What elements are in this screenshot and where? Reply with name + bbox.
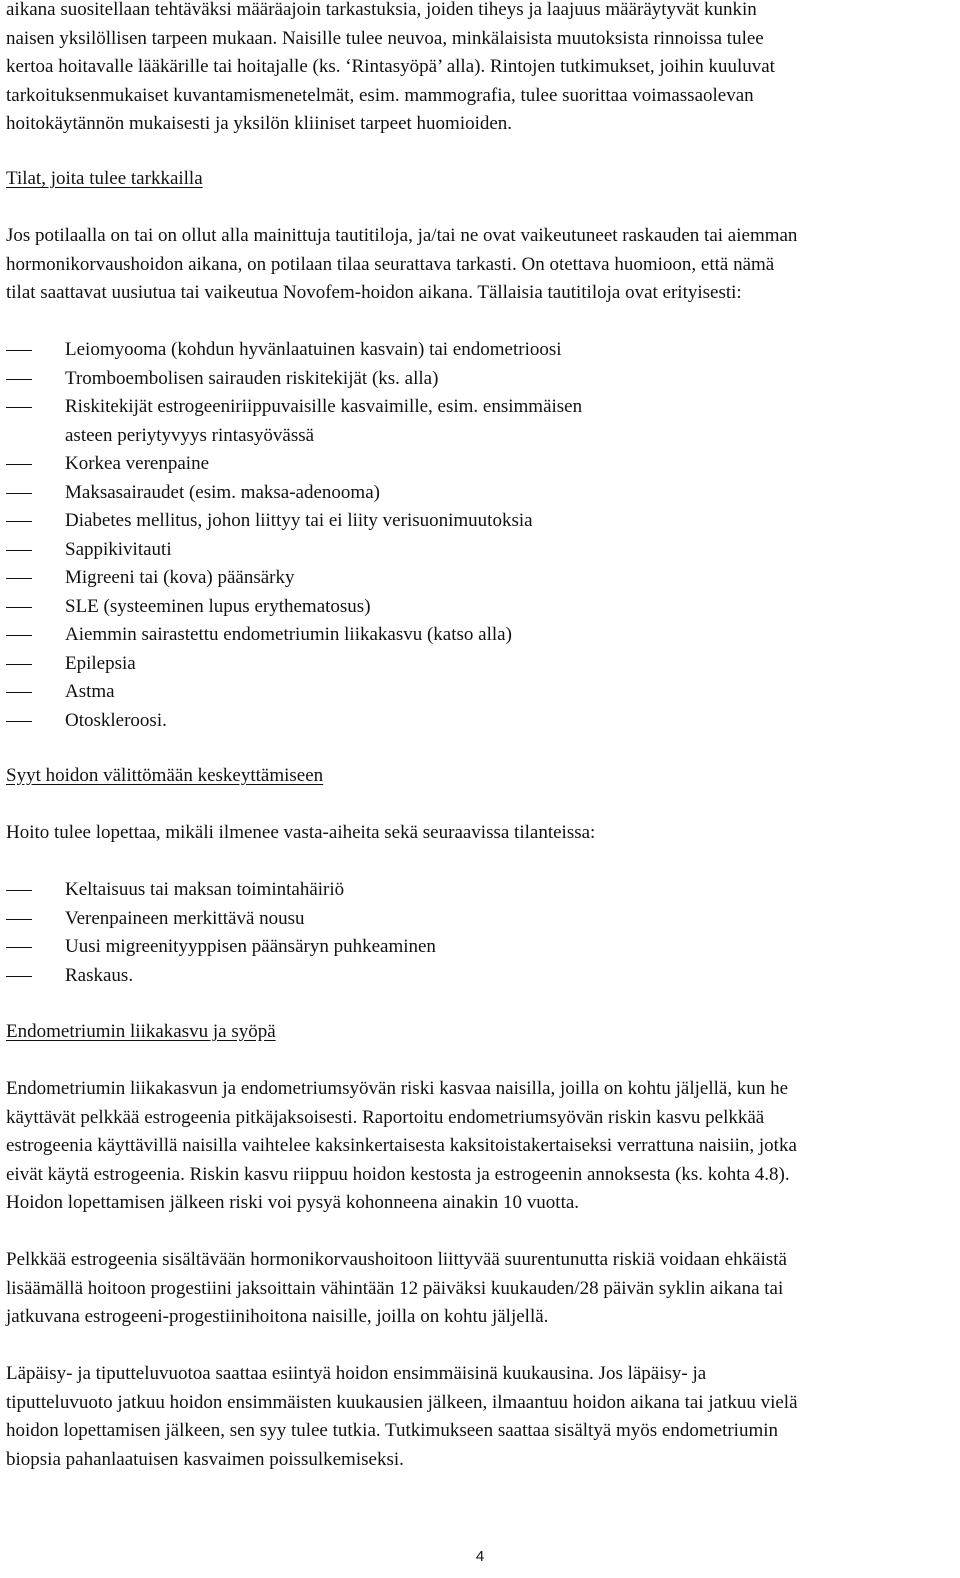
text-line: estrogeenia käyttävillä naisilla vaihtelee kaksinkertaisesta kaksitoistakertaiseksi verrattuna naisiin, jotka: [6, 1135, 797, 1156]
dash-bullet-icon: [6, 919, 32, 920]
list-item: Uusi migreenityyppisen päänsäryn puhkeaminen: [6, 933, 954, 962]
section-heading-conditions: [6, 165, 954, 194]
text-line: eivät käytä estrogeenia. Riskin kasvu riippuu hoidon kestosta ja estrogeenin annoksesta (ks. kohta 4.8).: [6, 1163, 790, 1185]
list-item: Diabetes mellitus, johon liittyy tai ei liity verisuonimuutoksia: [6, 507, 954, 536]
text-line: Hoito tulee lopettaa, mikäli ilmenee vasta-aiheita sekä seuraavissa tilanteissa:: [6, 822, 596, 843]
text-line: Hoidon lopettamisen jälkeen riski voi pysyä kohonneena ainakin 10 vuotta.: [6, 1192, 580, 1213]
dash-bullet-icon: [6, 976, 32, 977]
dash-bullet-icon: [6, 635, 32, 636]
list-item: Korkea verenpaine: [6, 450, 954, 479]
list-item: Maksasairaudet (esim. maksa-adenooma): [6, 479, 954, 508]
list-item: Tromboembolisen sairauden riskitekijät (ks. alla): [6, 365, 954, 394]
list-item: Migreeni tai (kova) päänsärky: [6, 564, 954, 593]
dash-bullet-icon: [6, 379, 32, 380]
page-number: 4: [475, 1548, 485, 1565]
list-item: Astma: [6, 678, 954, 707]
text-line: Jos potilaalla on tai on ollut alla mainittuja tautitiloja, ja/tai ne ovat vaikeutuneet raskauden tai aiemman: [6, 225, 798, 246]
text-line: tarkoituksenmukaiset kuvantamismenetelmät, esim. mammografia, tulee suorittaa voimassaolevan: [6, 84, 754, 106]
stop-paragraph: [6, 819, 954, 848]
dash-bullet-icon: [6, 493, 32, 494]
text-line: Endometriumin liikakasvun ja endometriumsyövän riski kasvaa naisilla, joilla on kohtu jäljellä, kun he: [6, 1078, 789, 1099]
text-line: hoidon lopettamisen jälkeen, sen syy tulee tutkia. Tutkimukseen saattaa sisältyä myös endometriumin: [6, 1420, 779, 1441]
list-item: Aiemmin sairastettu endometriumin liikakasvu (katso alla): [6, 621, 954, 650]
text-line: kertoa hoitavalle lääkärille tai hoitajalle (ks. ‘Rintasyöpä’ alla). Rintojen tutkimukset, joihin kuuluvat: [6, 56, 775, 77]
section-heading: Syyt hoidon välittömään keskeyttämiseen: [6, 765, 324, 786]
text-line: tiputteluvuoto jatkuu hoidon ensimmäisten kuukausien jälkeen, ilmaantuu hoidon aikana tai jatkuu vielä: [6, 1391, 798, 1413]
endometrium-paragraph-3: [6, 1360, 954, 1474]
list-item: Otoskleroosi.: [6, 707, 954, 736]
dash-bullet-icon: [6, 692, 32, 693]
dash-bullet-icon: [6, 947, 32, 948]
text-line: Läpäisy- ja tiputteluvuotoa saattaa esiintyä hoidon ensimmäisinä kuukausina. Jos läpäisy- ja: [6, 1363, 707, 1384]
endometrium-paragraph-1: [6, 1075, 954, 1218]
list-item: Riskitekijät estrogeeniriippuvaisille kasvaimille, esim. ensimmäisen asteen periytyvyys rintasyövässä: [6, 393, 625, 450]
dash-bullet-icon: [6, 607, 32, 608]
dash-bullet-icon: [6, 550, 32, 551]
list-item: SLE (systeeminen lupus erythematosus): [6, 593, 954, 622]
dash-bullet-icon: [6, 721, 32, 722]
section-heading-endometrium: [6, 1018, 954, 1047]
text-line: naisen yksilöllisen tarpeen mukaan. Naisille tulee neuvoa, minkälaisista muutoksista rinnoissa tulee: [6, 27, 764, 49]
section-heading-stop: [6, 762, 954, 791]
text-line: hormonikorvaushoidon aikana, on potilaan tilaa seurattava tarkasti. On otettava huomioon, että nämä: [6, 253, 775, 275]
conditions-list: [6, 336, 954, 735]
endometrium-paragraph-2: [6, 1246, 954, 1332]
dash-bullet-icon: [6, 521, 32, 522]
conditions-paragraph: [6, 222, 954, 308]
dash-bullet-icon: [6, 350, 32, 351]
text-line: Pelkkää estrogeenia sisältävään hormonikorvaushoitoon liittyvää suurentunutta riskiä voidaan ehkäistä: [6, 1249, 787, 1270]
dash-bullet-icon: [6, 664, 32, 665]
dash-bullet-icon: [6, 464, 32, 465]
list-item: Raskaus.: [6, 962, 954, 991]
text-line: lisäämällä hoitoon progestiini jaksoittain vähintään 12 päiväksi kuukauden/28 päivän syklin aikana tai: [6, 1277, 784, 1299]
section-heading: Tilat, joita tulee tarkkailla: [6, 168, 203, 189]
list-item: Leiomyooma (kohdun hyvänlaatuinen kasvain) tai endometrioosi: [6, 336, 954, 365]
text-line: tilat saattavat uusiutua tai vaikeutua Novofem-hoidon aikana. Tällaisia tautitiloja ovat erityisesti:: [6, 282, 742, 303]
list-item: Verenpaineen merkittävä nousu: [6, 905, 954, 934]
dash-bullet-icon: [6, 578, 32, 579]
list-item: Keltaisuus tai maksan toimintahäiriö: [6, 876, 954, 905]
list-item: Sappikivitauti: [6, 536, 954, 565]
text-line: hoitokäytännön mukaisesti ja yksilön kliiniset tarpeet huomioiden.: [6, 113, 513, 134]
text-line: jatkuvana estrogeeni-progestiinihoitona naisille, joilla on kohtu jäljellä.: [6, 1306, 549, 1327]
intro-paragraph: [6, 0, 954, 139]
text-line: aikana suositellaan tehtäväksi määräajoin tarkastuksia, joiden tiheys ja laajuus määräytyvät kunkin: [6, 0, 757, 20]
dash-bullet-icon: [6, 407, 32, 408]
text-line: biopsia pahanlaatuisen kasvaimen poissulkemiseksi.: [6, 1448, 404, 1470]
section-heading: Endometriumin liikakasvu ja syöpä: [6, 1021, 276, 1042]
dash-bullet-icon: [6, 890, 32, 891]
text-line: käyttävät pelkkää estrogeenia pitkäjaksoisesti. Raportoitu endometriumsyövän riskin kasvu pelkkää: [6, 1106, 765, 1128]
list-item: Epilepsia: [6, 650, 954, 679]
stop-list: [6, 876, 954, 990]
